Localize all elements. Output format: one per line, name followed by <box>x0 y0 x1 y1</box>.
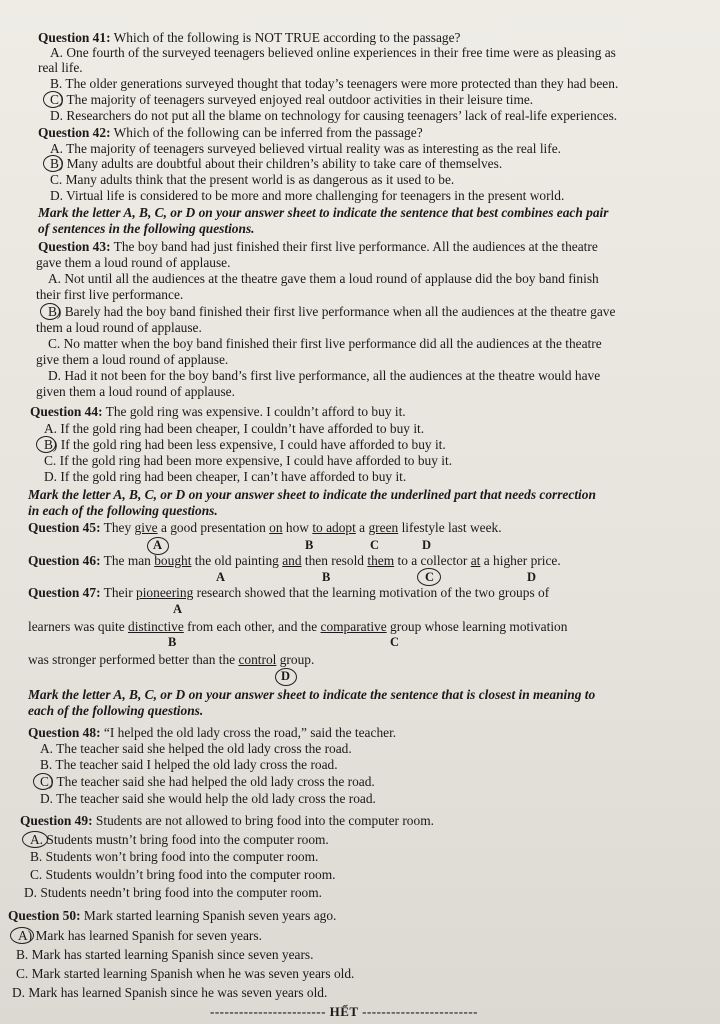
instruction-meaning-cont: each of the following questions. <box>28 703 204 718</box>
answer-circle-mark <box>22 831 48 848</box>
q46-label-d: D <box>527 570 537 584</box>
q48-option-c: C) The teacher said she had helped the old lady cross the road. <box>40 774 375 789</box>
q47-label-d: D <box>281 669 291 683</box>
q49-option-c: C. Students wouldn’t bring food into the computer room. <box>30 867 336 882</box>
q49-option-b: B. Students won’t bring food into the computer room. <box>30 849 319 864</box>
q48-option-d: D. The teacher said she would help the old lady cross the road. <box>40 791 376 806</box>
q43-option-a: A. Not until all the audiences at the theatre gave them a loud round of applause did the boy band finish <box>48 271 599 286</box>
answer-circle-mark <box>43 155 63 172</box>
q50-option-d: D. Mark has learned Spanish since he was seven years old. <box>12 985 328 1000</box>
q48-option-a: A. The teacher said she helped the old lady cross the road. <box>40 741 352 756</box>
q43-option-a-cont: their first live performance. <box>36 287 184 302</box>
q43-option-c-cont: give them a loud round of applause. <box>36 352 229 367</box>
q45-sentence: Question 45: They give a good presentation on how to adopt a green lifestyle last week. <box>28 520 502 535</box>
q45-label-c: C <box>370 538 380 552</box>
q48-option-b: B. The teacher said I helped the old lady cross the road. <box>40 757 338 772</box>
q50-option-c: C. Mark started learning Spanish when he was seven years old. <box>16 966 355 981</box>
q47-sentence-line3: was stronger performed better than the control group. <box>28 652 315 667</box>
answer-circle-mark <box>417 568 441 586</box>
answer-circle-mark <box>43 91 63 108</box>
q41-option-a: A. One fourth of the surveyed teenagers believed online experiences in their free time were as pleasing as <box>50 45 616 60</box>
answer-circle-mark <box>40 303 60 320</box>
q44-option-a: A. If the gold ring had been cheaper, I couldn’t have afforded to buy it. <box>44 421 425 436</box>
q47-label-a: A <box>173 602 183 616</box>
answer-circle-mark <box>33 773 53 790</box>
q49-option-a: A. Students mustn’t bring food into the computer room. <box>30 832 329 847</box>
q46-label-c: C <box>425 570 435 584</box>
q46-sentence: Question 46: The man bought the old painting and then resold them to a collector at a higher price. <box>28 553 561 568</box>
q43-stem: Question 43: The boy band had just finished their first live performance. All the audiences at the theatre <box>38 239 598 254</box>
q50-stem: Question 50: Mark started learning Spanish seven years ago. <box>8 908 337 923</box>
answer-circle-mark <box>36 436 56 453</box>
q44-option-d: D. If the gold ring had been cheaper, I can’t have afforded to buy it. <box>44 469 407 484</box>
q50-option-b: B. Mark has started learning Spanish since seven years. <box>16 947 314 962</box>
instruction-meaning: Mark the letter A, B, C, or D on your answer sheet to indicate the sentence that is closest in meaning to <box>28 687 596 702</box>
q44-stem: Question 44: The gold ring was expensive. I couldn’t afford to buy it. <box>30 404 406 419</box>
q43-option-b-cont: them a loud round of applause. <box>36 320 202 335</box>
q42-option-a: A. The majority of teenagers surveyed believed virtual reality was as interesting as the real life. <box>50 141 562 156</box>
q50-option-a: A) Mark has learned Spanish for seven years. <box>18 928 262 943</box>
q44-option-c: C. If the gold ring had been more expensive, I could have afforded to buy it. <box>44 453 453 468</box>
q45-label-a: A <box>153 538 163 552</box>
instruction-combine: Mark the letter A, B, C, or D on your answer sheet to indicate the sentence that best combines each pair <box>38 205 609 220</box>
q42-option-d: D. Virtual life is considered to be more and more challenging for teenagers in the present world. <box>50 188 565 203</box>
q45-label-d: D <box>422 538 432 552</box>
q43-option-b: B) Barely had the boy band finished their first live performance when all the audiences at the theatre gave <box>48 304 616 319</box>
q43-stem-cont: gave them a loud round of applause. <box>36 255 231 270</box>
instruction-correction-cont: in each of the following questions. <box>28 503 218 518</box>
q47-sentence-line2: learners was quite distinctive from each other, and the comparative group whose learning motivation <box>28 619 568 634</box>
q44-option-b: B) If the gold ring had been less expensive, I could have afforded to buy it. <box>44 437 446 452</box>
q47-label-b: B <box>168 635 177 649</box>
q46-label-a: A <box>216 570 226 584</box>
end-of-exam-marker: ------------------------ HẾT ------------------------ <box>210 1004 479 1019</box>
instruction-correction: Mark the letter A, B, C, or D on your answer sheet to indicate the underlined part that needs correction <box>28 487 596 502</box>
answer-circle-mark <box>275 668 297 686</box>
q47-label-c: C <box>390 635 400 649</box>
q41-option-a-cont: real life. <box>38 60 83 75</box>
q45-label-b: B <box>305 538 314 552</box>
q43-option-d: D. Had it not been for the boy band’s first live performance, all the audiences at the theatre would have <box>48 368 601 383</box>
q48-stem: Question 48: “I helped the old lady cross the road,” said the teacher. <box>28 725 397 740</box>
answer-circle-mark <box>10 927 34 944</box>
q49-stem: Question 49: Students are not allowed to bring food into the computer room. <box>20 813 434 828</box>
q41-stem: Question 41: Which of the following is NOT TRUE according to the passage? <box>38 30 461 45</box>
q41-option-b: B. The older generations surveyed thought that today’s teenagers were more protected than they had been. <box>50 76 619 91</box>
q42-option-b: B) Many adults are doubtful about their children’s ability to take care of themselves. <box>50 156 503 171</box>
instruction-combine-cont: of sentences in the following questions. <box>38 221 255 236</box>
q42-stem: Question 42: Which of the following can be inferred from the passage? <box>38 125 423 140</box>
q49-option-d: D. Students needn’t bring food into the computer room. <box>24 885 323 900</box>
q43-option-d-cont: given them a loud round of applause. <box>36 384 235 399</box>
q41-option-c: C) The majority of teenagers surveyed enjoyed real outdoor activities in their leisure time. <box>50 92 534 107</box>
q46-label-b: B <box>322 570 331 584</box>
q41-option-d: D. Researchers do not put all the blame on technology for causing teenagers’ lack of real-life experiences. <box>50 108 618 123</box>
q43-option-c: C. No matter when the boy band finished their first live performance did all the audiences at the theatre <box>48 336 602 351</box>
q42-option-c: C. Many adults think that the present world is as dangerous as it used to be. <box>50 172 455 187</box>
q47-sentence-line1: Question 47: Their pioneering research showed that the learning motivation of the two groups of <box>28 585 550 600</box>
